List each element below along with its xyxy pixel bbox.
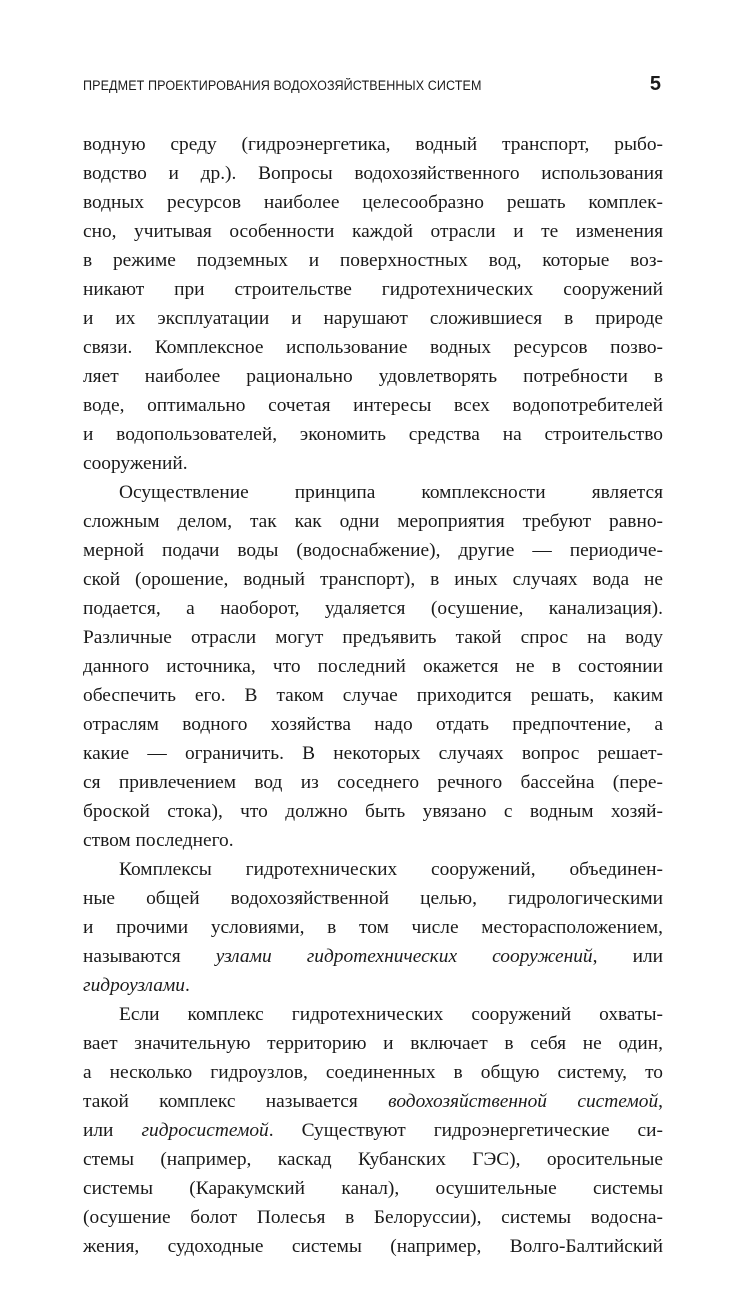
text-line: ляет наиболее рационально удовлетворять потребности в: [83, 366, 663, 387]
text-line: [83, 942, 663, 971]
text-line: отраслям водного хозяйства надо отдать предпочтение, а: [83, 714, 663, 735]
text-run: .: [184, 975, 190, 996]
text-line: сооружений.: [83, 453, 188, 474]
text-line: (осушение болот Полесья в Белоруссии), системы водосна-: [83, 1207, 663, 1228]
text-line: Осуществление принципа комплексности является: [119, 482, 663, 503]
text-line: Комплексы гидротехнических сооружений, объединен-: [119, 859, 663, 880]
text-line: данного источника, что последний окажется не в состоянии: [83, 656, 663, 677]
text-line: вает значительную территорию и включает в себя не один,: [83, 1033, 663, 1054]
text-line: а несколько гидроузлов, соединенных в общую систему, то: [83, 1062, 663, 1083]
text-line: водную среду (гидроэнергетика, водный транспорт, рыбо-: [83, 134, 663, 155]
term-italic: узлами гидротехнических сооружений: [215, 946, 593, 967]
text-line: [83, 971, 663, 1000]
text-run: ,: [658, 1091, 664, 1112]
text-line: [83, 1116, 663, 1145]
text-line: какие — ограничить. В некоторых случаях вопрос решает-: [83, 743, 663, 764]
text-line: жения, судоходные системы (например, Волго-Балтийский: [83, 1236, 663, 1257]
page-number: 5: [649, 73, 661, 95]
text-line: ством последнего.: [83, 830, 234, 851]
text-line: ся привлечением вод из соседнего речного бассейна (пере-: [83, 772, 663, 793]
text-line: никают при строительстве гидротехнических сооружений: [83, 279, 663, 300]
text-line: воде, оптимально сочетая интересы всех водопотребителей: [83, 395, 663, 416]
text-run: . Существуют гидроэнергетические си-: [268, 1120, 664, 1141]
term-italic: гидроузлами: [83, 975, 185, 996]
text-line: броской стока), что должно быть увязано с водным хозяй-: [83, 801, 663, 822]
running-head: [83, 73, 663, 96]
text-line: водных ресурсов наиболее целесообразно решать комплек-: [83, 192, 663, 213]
text-line: обеспечить его. В таком случае приходится решать, каким: [83, 685, 663, 706]
text-line: в режиме подземных и поверхностных вод, которые воз-: [83, 250, 663, 271]
text-run: , или: [592, 946, 663, 967]
text-line: и прочими условиями, в том числе месторасположением,: [83, 917, 663, 938]
text-line: системы (Каракумский канал), осушительные системы: [83, 1178, 663, 1199]
text-line: мерной подачи воды (водоснабжение), другие — периодиче-: [83, 540, 663, 561]
text-line: Если комплекс гидротехнических сооружений охваты-: [119, 1004, 663, 1025]
text-line: ные общей водохозяйственной целью, гидрологическими: [83, 888, 663, 909]
text-run: такой комплекс называется: [83, 1091, 389, 1112]
text-line: водство и др.). Вопросы водохозяйственного использования: [83, 163, 663, 184]
text-line: сно, учитывая особенности каждой отрасли и те изменения: [83, 221, 663, 242]
text-run: называются: [83, 946, 216, 967]
text-line: и их эксплуатации и нарушают сложившиеся в природе: [83, 308, 663, 329]
text-line: подается, а наоборот, удаляется (осушение, канализация).: [83, 598, 663, 619]
text-line: сложным делом, так как одни мероприятия требуют равно-: [83, 511, 663, 532]
text-line: стемы (например, каскад Кубанских ГЭС), оросительные: [83, 1149, 663, 1170]
running-title: ПРЕДМЕТ ПРОЕКТИРОВАНИЯ ВОДОХОЗЯЙСТВЕННЫХ СИСТЕМ: [83, 78, 482, 93]
text-line: связи. Комплексное использование водных ресурсов позво-: [83, 337, 663, 358]
term-italic: водохозяйственной системой: [388, 1091, 659, 1112]
text-line: и водопользователей, экономить средства на строительство: [83, 424, 663, 445]
text-line: ской (орошение, водный транспорт), в иных случаях вода не: [83, 569, 663, 590]
text-line: Различные отрасли могут предъявить такой спрос на воду: [83, 627, 663, 648]
body-text: [83, 130, 663, 1290]
term-italic: гидросистемой: [141, 1120, 269, 1141]
text-line: [83, 1087, 663, 1116]
text-line: [83, 1261, 663, 1290]
text-run: или: [83, 1120, 142, 1141]
